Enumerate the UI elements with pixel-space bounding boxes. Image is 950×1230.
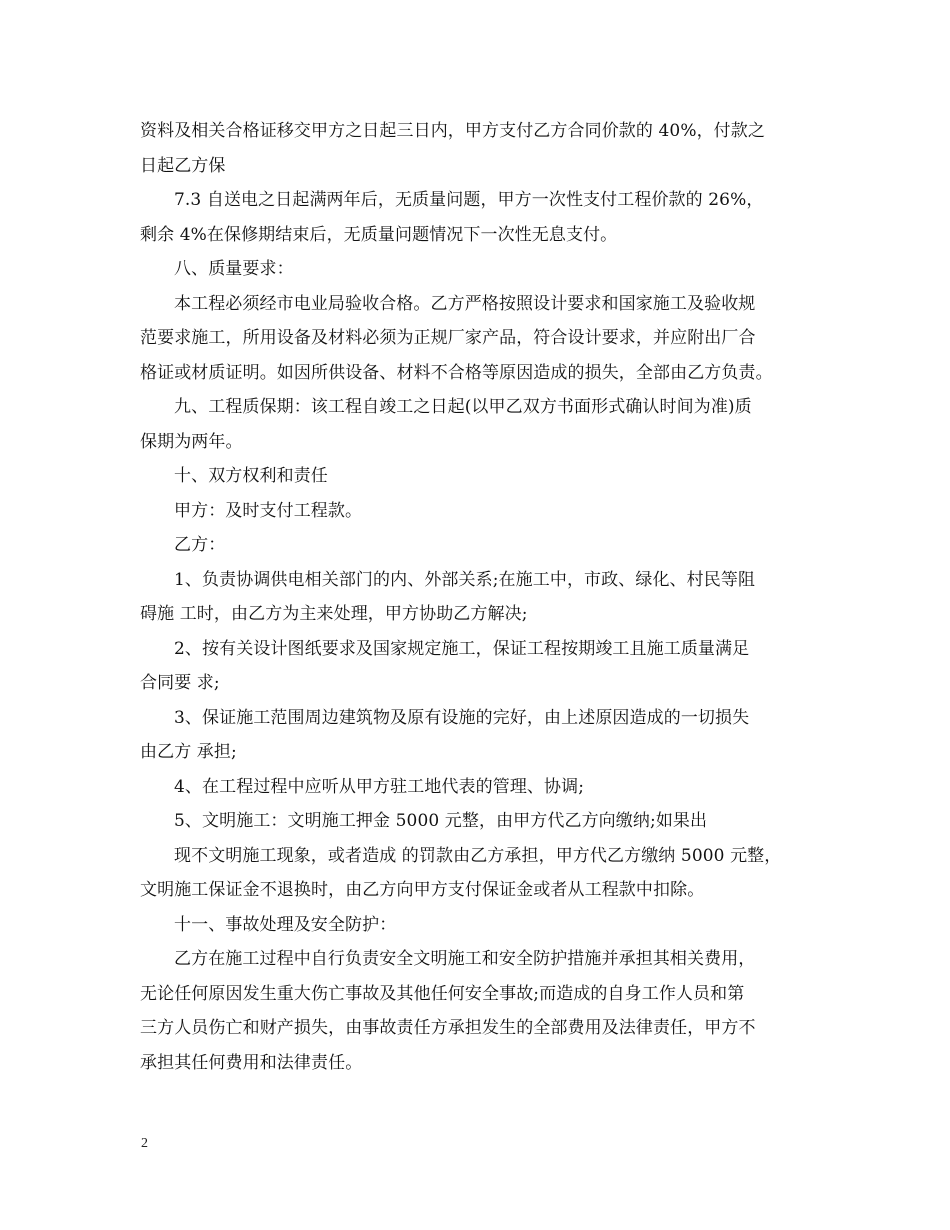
text-line: 三方人员伤亡和财产损失，由事故责任方承担发生的全部费用及法律责任，甲方不 [140, 1018, 756, 1038]
page-number: 2 [141, 1136, 148, 1151]
text-line: 碍施 工时，由乙方为主来处理，甲方协助乙方解决; [140, 604, 528, 624]
text-line: 由乙方 承担; [140, 742, 237, 762]
document-body [140, 114, 830, 1080]
list-item: 1、负责协调供电相关部门的内、外部关系;在施工中，市政、绿化、村民等阻 [174, 569, 756, 590]
text-line: 承担其任何费用和法律责任。 [140, 1052, 363, 1073]
text-line: 合同要 求; [140, 673, 220, 693]
list-item: 4、在工程过程中应听从甲方驻工地代表的管理、协调; [174, 776, 585, 797]
text-line: 乙方： [174, 535, 226, 555]
text-line: 甲方：及时支付工程款。 [174, 500, 363, 521]
text-line: 资料及相关合格证移交甲方之日起三日内，甲方支付乙方合同价款的 40%，付款之 [140, 121, 765, 141]
text-line: 7.3 自送电之日起满两年后，无质量问题，甲方一次性支付工程价款的 26%， [174, 190, 764, 210]
text-line: 无论任何原因发生重大伤亡事故及其他任何安全事故;而造成的自身工作人员和第 [140, 983, 745, 1004]
section-heading: 八、质量要求： [174, 259, 294, 279]
section-heading: 十一、事故处理及安全防护： [174, 914, 397, 935]
list-item: 3、保证施工范围周边建筑物及原有设施的完好，由上述原因造成的一切损失 [174, 707, 750, 728]
text-line: 现不文明施工现象，或者造成 的罚款由乙方承担，甲方代乙方缴纳 5000 元整， [174, 845, 782, 866]
text-line: 乙方在施工过程中自行负责安全文明施工和安全防护措施并承担其相关费用， [174, 949, 756, 969]
list-item: 5、文明施工：文明施工押金 5000 元整，由甲方代乙方向缴纳;如果出 [174, 811, 708, 831]
text-line: 剩余 4%在保修期结束后，无质量问题情况下一次性无息支付。 [140, 224, 618, 245]
section-heading: 九、工程质保期：该工程自竣工之日起(以甲乙双方书面形式确认时间为准)质 [174, 397, 752, 417]
text-line: 日起乙方保 [140, 155, 226, 176]
text-line: 文明施工保证金不退换时，由乙方向甲方支付保证金或者从工程款中扣除。 [140, 880, 705, 900]
list-item: 2、按有关设计图纸要求及国家规定施工，保证工程按期竣工且施工质量满足 [174, 638, 750, 659]
text-line: 范要求施工，所用设备及材料必须为正规厂家产品，符合设计要求，并应附出厂合 [140, 328, 756, 348]
section-heading: 十、双方权利和责任 [174, 466, 328, 486]
text-line: 格证或材质证明。如因所供设备、材料不合格等原因造成的损失，全部由乙方负责。 [140, 362, 773, 383]
text-line: 保期为两年。 [140, 431, 243, 452]
text-line: 本工程必须经市电业局验收合格。乙方严格按照设计要求和国家施工及验收规 [174, 293, 756, 314]
